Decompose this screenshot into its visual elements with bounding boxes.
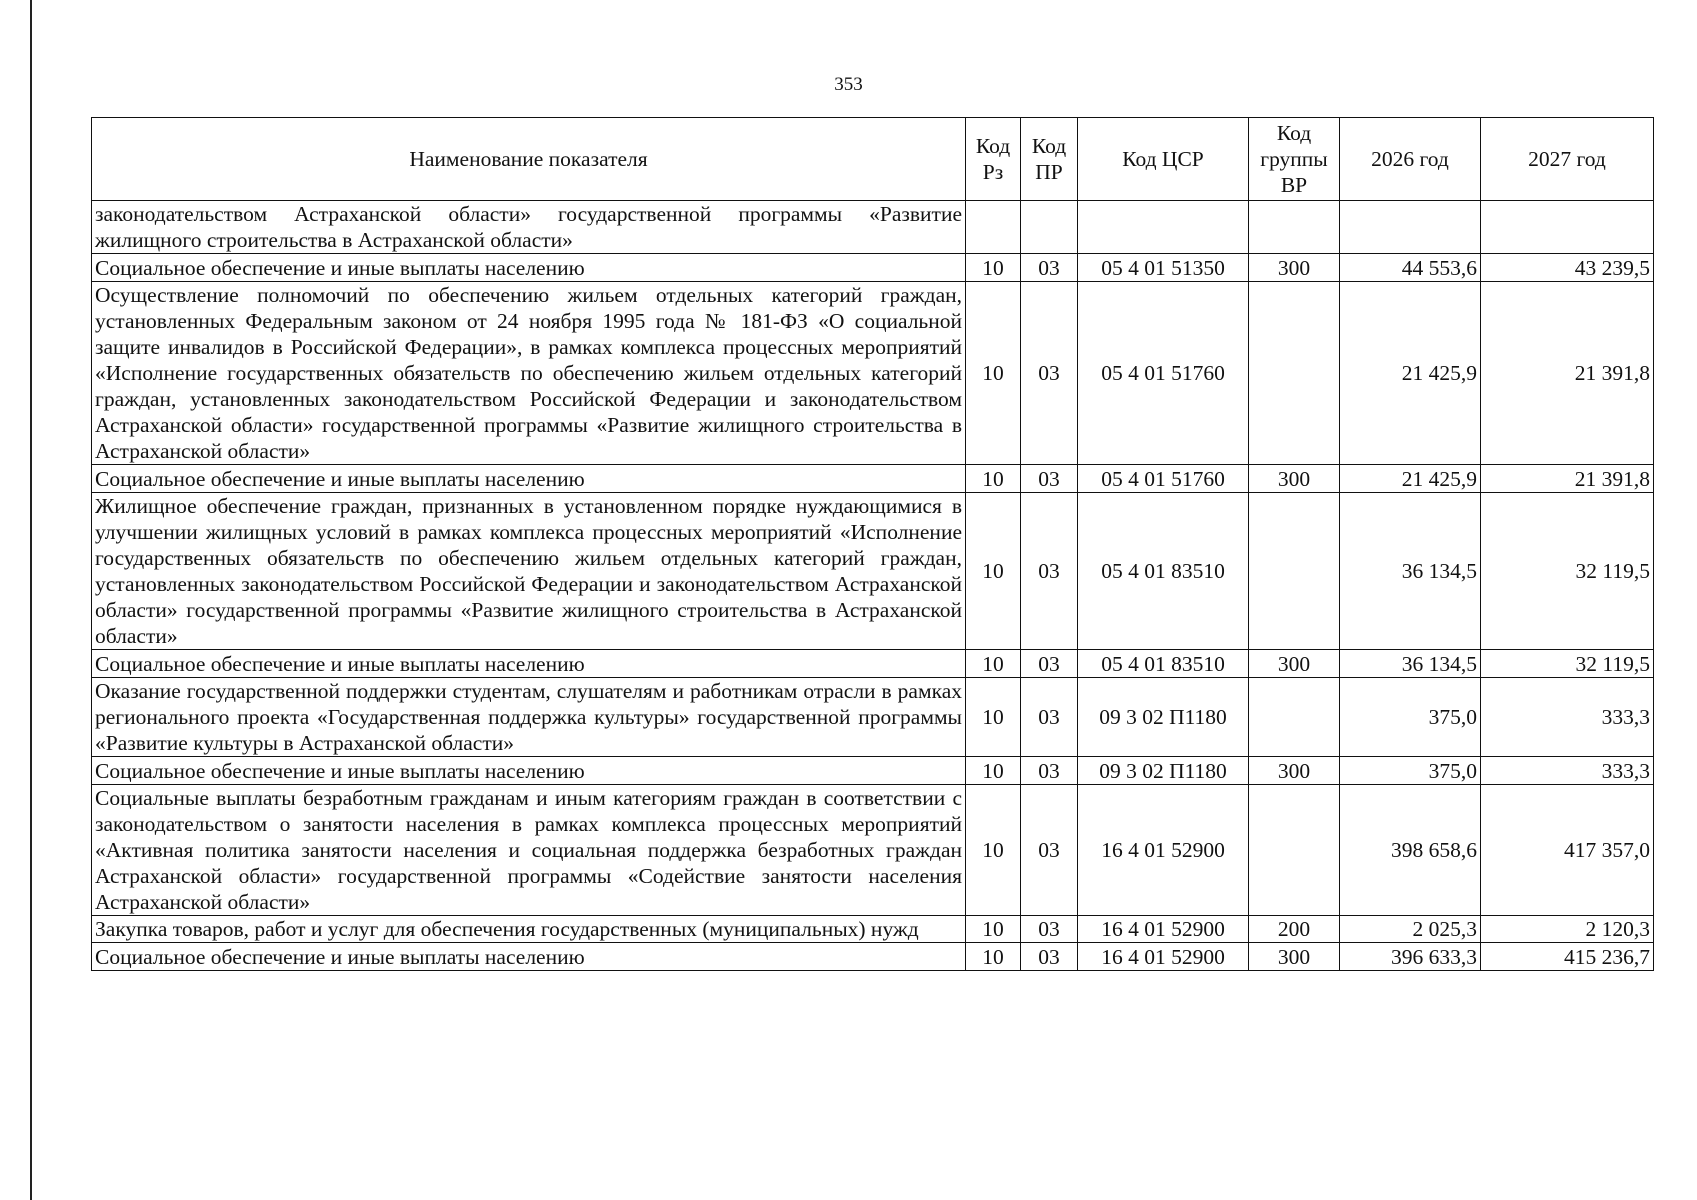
row-csr: 09 3 02 П1180 bbox=[1078, 757, 1249, 785]
header-2026: 2026 год bbox=[1340, 118, 1481, 201]
table-row bbox=[92, 282, 1654, 465]
row-csr: 09 3 02 П1180 bbox=[1078, 678, 1249, 757]
row-name: Социальное обеспечение и иные выплаты населению bbox=[92, 465, 966, 493]
row-2027: 415 236,7 bbox=[1481, 943, 1654, 971]
row-csr: 05 4 01 51350 bbox=[1078, 254, 1249, 282]
row-pr: 03 bbox=[1021, 678, 1078, 757]
row-vr: 200 bbox=[1249, 916, 1340, 943]
row-rz: 10 bbox=[966, 282, 1021, 465]
row-2027: 21 391,8 bbox=[1481, 465, 1654, 493]
row-2026: 36 134,5 bbox=[1340, 650, 1481, 678]
row-name: Социальное обеспечение и иные выплаты населению bbox=[92, 943, 966, 971]
row-csr: 16 4 01 52900 bbox=[1078, 943, 1249, 971]
page-number: 353 bbox=[834, 74, 863, 95]
row-csr: 05 4 01 51760 bbox=[1078, 282, 1249, 465]
row-pr: 03 bbox=[1021, 757, 1078, 785]
row-rz: 10 bbox=[966, 785, 1021, 916]
row-csr: 05 4 01 83510 bbox=[1078, 493, 1249, 650]
row-csr: 16 4 01 52900 bbox=[1078, 785, 1249, 916]
budget-table bbox=[91, 117, 1654, 971]
row-2027: 417 357,0 bbox=[1481, 785, 1654, 916]
row-name: законодательством Астраханской области» государственной программы «Развитие жилищного строительства в Астраханской области» bbox=[92, 201, 966, 254]
row-name: Социальное обеспечение и иные выплаты населению bbox=[92, 254, 966, 282]
table-row bbox=[92, 757, 1654, 785]
row-vr bbox=[1249, 201, 1340, 254]
row-2026: 21 425,9 bbox=[1340, 465, 1481, 493]
table-row bbox=[92, 943, 1654, 971]
row-pr: 03 bbox=[1021, 916, 1078, 943]
row-name: Оказание государственной поддержки студентам, слушателям и работникам отрасли в рамках регионального проекта «Государственная поддержка культуры» государственной программы «Развитие культуры в Астраханской области» bbox=[92, 678, 966, 757]
table-row bbox=[92, 678, 1654, 757]
row-2027: 21 391,8 bbox=[1481, 282, 1654, 465]
row-rz bbox=[966, 201, 1021, 254]
row-pr: 03 bbox=[1021, 493, 1078, 650]
row-name: Социальное обеспечение и иные выплаты населению bbox=[92, 650, 966, 678]
row-2027: 2 120,3 bbox=[1481, 916, 1654, 943]
table-row bbox=[92, 201, 1654, 254]
row-pr: 03 bbox=[1021, 785, 1078, 916]
row-rz: 10 bbox=[966, 254, 1021, 282]
row-2026: 375,0 bbox=[1340, 757, 1481, 785]
row-pr: 03 bbox=[1021, 943, 1078, 971]
table-row bbox=[92, 465, 1654, 493]
row-name: Закупка товаров, работ и услуг для обеспечения государственных (муниципальных) нужд bbox=[92, 916, 966, 943]
header-pr: Код ПР bbox=[1021, 118, 1078, 201]
row-vr: 300 bbox=[1249, 254, 1340, 282]
header-rz: Код Рз bbox=[966, 118, 1021, 201]
row-vr bbox=[1249, 785, 1340, 916]
header-2027: 2027 год bbox=[1481, 118, 1654, 201]
row-pr: 03 bbox=[1021, 282, 1078, 465]
header-csr: Код ЦСР bbox=[1078, 118, 1249, 201]
row-vr: 300 bbox=[1249, 943, 1340, 971]
row-name: Социальные выплаты безработным гражданам и иным категориям граждан в соответствии с законодательством о занятости населения в рамках комплекса процессных мероприятий «Активная политика занятости населения и социальная поддержка безработных граждан Астраханской области» государственной программы «Содействие занятости населения Астраханской области» bbox=[92, 785, 966, 916]
row-vr: 300 bbox=[1249, 757, 1340, 785]
table-row bbox=[92, 916, 1654, 943]
row-2027: 333,3 bbox=[1481, 678, 1654, 757]
row-2026: 2 025,3 bbox=[1340, 916, 1481, 943]
row-csr: 05 4 01 83510 bbox=[1078, 650, 1249, 678]
row-pr: 03 bbox=[1021, 465, 1078, 493]
table-row bbox=[92, 254, 1654, 282]
table-header-row bbox=[92, 118, 1654, 201]
row-rz: 10 bbox=[966, 757, 1021, 785]
binding-margin-line bbox=[30, 0, 32, 1200]
row-rz: 10 bbox=[966, 943, 1021, 971]
row-rz: 10 bbox=[966, 650, 1021, 678]
row-pr bbox=[1021, 201, 1078, 254]
row-vr bbox=[1249, 282, 1340, 465]
row-2026: 21 425,9 bbox=[1340, 282, 1481, 465]
row-2027 bbox=[1481, 201, 1654, 254]
row-rz: 10 bbox=[966, 465, 1021, 493]
row-pr: 03 bbox=[1021, 254, 1078, 282]
row-csr: 16 4 01 52900 bbox=[1078, 916, 1249, 943]
row-rz: 10 bbox=[966, 678, 1021, 757]
row-2026: 44 553,6 bbox=[1340, 254, 1481, 282]
header-vr: Код группы ВР bbox=[1249, 118, 1340, 201]
row-vr bbox=[1249, 678, 1340, 757]
row-rz: 10 bbox=[966, 916, 1021, 943]
row-csr bbox=[1078, 201, 1249, 254]
table-row bbox=[92, 785, 1654, 916]
row-2026: 398 658,6 bbox=[1340, 785, 1481, 916]
row-rz: 10 bbox=[966, 493, 1021, 650]
row-2027: 32 119,5 bbox=[1481, 650, 1654, 678]
row-vr: 300 bbox=[1249, 465, 1340, 493]
row-vr bbox=[1249, 493, 1340, 650]
header-name: Наименование показателя bbox=[92, 118, 966, 201]
row-2026 bbox=[1340, 201, 1481, 254]
row-2026: 36 134,5 bbox=[1340, 493, 1481, 650]
table-row bbox=[92, 650, 1654, 678]
row-2026: 375,0 bbox=[1340, 678, 1481, 757]
table-row bbox=[92, 493, 1654, 650]
row-name: Жилищное обеспечение граждан, признанных в установленном порядке нуждающимися в улучшении жилищных условий в рамках комплекса процессных мероприятий «Исполнение государственных обязательств по обеспечению жильем отдельных категорий граждан, установленных законодательством Российской Федерации и законодательством Астраханской области» государственной программы «Развитие жилищного строительства в Астраханской области» bbox=[92, 493, 966, 650]
row-pr: 03 bbox=[1021, 650, 1078, 678]
row-2026: 396 633,3 bbox=[1340, 943, 1481, 971]
row-2027: 32 119,5 bbox=[1481, 493, 1654, 650]
row-name: Социальное обеспечение и иные выплаты населению bbox=[92, 757, 966, 785]
row-csr: 05 4 01 51760 bbox=[1078, 465, 1249, 493]
row-2027: 43 239,5 bbox=[1481, 254, 1654, 282]
row-2027: 333,3 bbox=[1481, 757, 1654, 785]
row-vr: 300 bbox=[1249, 650, 1340, 678]
row-name: Осуществление полномочий по обеспечению жильем отдельных категорий граждан, установленных Федеральным законом от 24 ноября 1995 года № 181-ФЗ «О социальной защите инвалидов в Российской Федерации», в рамках комплекса процессных мероприятий «Исполнение государственных обязательств по обеспечению жильем отдельных категорий граждан, установленных законодательством Российской Федерации и законодательством Астраханской области» государственной программы «Развитие жилищного строительства в Астраханской области» bbox=[92, 282, 966, 465]
